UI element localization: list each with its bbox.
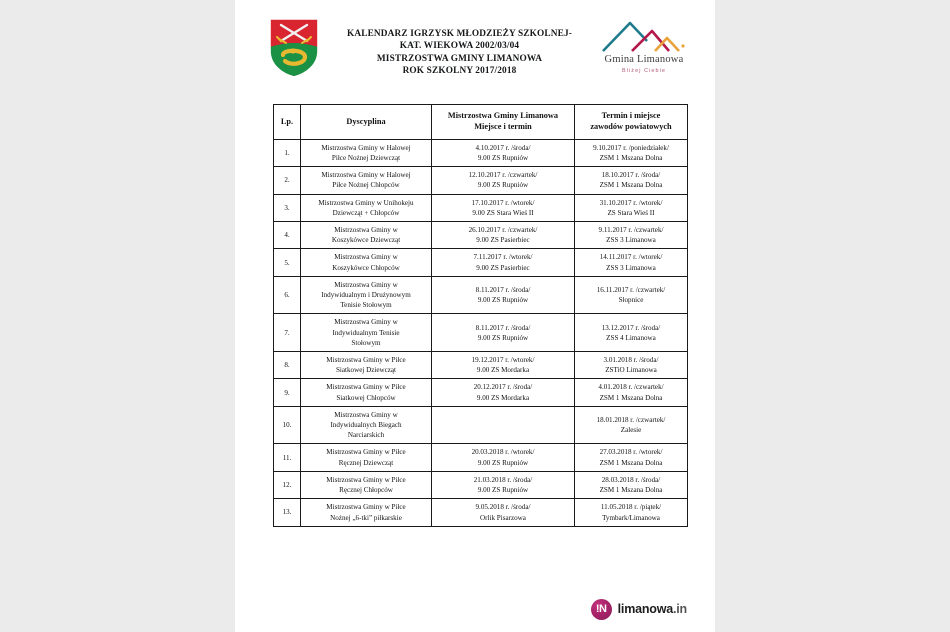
- table-row: [274, 406, 688, 444]
- cell-gmina-line-2: 9.00 ZS Stara Wieś II: [472, 208, 534, 217]
- coat-of-arms-icon: [268, 17, 320, 79]
- cell-gmina-line-2: 9.00 ZS Pasierbiec: [476, 263, 530, 272]
- cell-powiat: [575, 471, 688, 498]
- cell-dyscyplina: [301, 379, 432, 406]
- cell-gmina-line-1: 9.05.2018 r. /środa/: [475, 503, 531, 512]
- table-row: [274, 352, 688, 379]
- cell-dyscyplina-line-1: Mistrzostwa Gminy w Halowej: [321, 171, 411, 180]
- cell-dyscyplina: [301, 222, 432, 249]
- cell-powiat: [575, 314, 688, 352]
- cell-powiat-line-1: 13.12.2017 r. /środa/: [601, 323, 661, 332]
- limanowa-in-wordmark: [618, 602, 687, 616]
- cell-dyscyplina-line-2: Ręcznej Dziewcząt: [338, 458, 394, 467]
- cell-dyscyplina: [301, 314, 432, 352]
- cell-lp: 9.: [274, 379, 301, 406]
- cell-dyscyplina-line-1: Mistrzostwa Gminy w Unihokeju: [318, 198, 414, 207]
- table-row: [274, 249, 688, 276]
- column-header-gmina: [432, 105, 575, 140]
- cell-dyscyplina: [301, 352, 432, 379]
- cell-lp: 13.: [274, 499, 301, 526]
- cell-gmina-line-1: 26.10.2017 r. /czwartek/: [468, 226, 538, 235]
- cell-gmina-line-1: 21.03.2018 r. /środa/: [473, 475, 533, 484]
- cell-dyscyplina: [301, 444, 432, 471]
- cell-dyscyplina-line-3: Tenisie Stołowym: [340, 301, 392, 310]
- cell-gmina: [432, 379, 575, 406]
- cell-lp: 11.: [274, 444, 301, 471]
- cell-powiat-line-1: 4.01.2018 r. /czwartek/: [598, 383, 664, 392]
- cell-powiat-line-2: Słopnice: [618, 296, 644, 305]
- cell-gmina-line-2: 9.00 ZS Mordarka: [476, 366, 530, 375]
- cell-dyscyplina: [301, 167, 432, 194]
- cell-powiat-line-2: ZSM 1 Mszana Dolna: [599, 486, 663, 495]
- column-header-lp: Lp.: [274, 105, 301, 140]
- table-header-row: [274, 105, 688, 140]
- cell-dyscyplina: [301, 406, 432, 444]
- calendar-table-wrapper: [273, 104, 687, 527]
- table-row: [274, 139, 688, 166]
- cell-gmina-line-1: 12.10.2017 r. /czwartek/: [468, 171, 538, 180]
- cell-powiat: [575, 499, 688, 526]
- table-row: [274, 222, 688, 249]
- cell-gmina-line-1: 7.11.2017 r. /wtorek/: [473, 253, 533, 262]
- cell-dyscyplina: [301, 249, 432, 276]
- cell-powiat-line-1: 27.03.2018 r. /wtorek/: [599, 448, 663, 457]
- column-header-dyscyplina: Dyscyplina: [301, 105, 432, 140]
- limanowa-in-brand[interactable]: [591, 599, 687, 620]
- cell-powiat-line-2: ZSM 1 Mszana Dolna: [599, 393, 663, 402]
- cell-powiat-line-1: 3.01.2018 r. /środa/: [603, 356, 659, 365]
- cell-dyscyplina: [301, 471, 432, 498]
- cell-gmina-line-1: 20.03.2018 r. /wtorek/: [471, 448, 535, 457]
- table-row: [274, 379, 688, 406]
- table-row: [274, 194, 688, 221]
- cell-dyscyplina-line-1: Mistrzostwa Gminy w: [334, 226, 398, 235]
- cell-gmina: [432, 139, 575, 166]
- cell-powiat-line-1: 18.01.2018 r. /czwartek/: [596, 415, 666, 424]
- title-line-2: KAT. WIEKOWA 2002/03/04: [399, 41, 520, 52]
- title-line-4: ROK SZKOLNY 2017/2018: [402, 66, 517, 77]
- cell-gmina-line-1: 8.11.2017 r. /środa/: [475, 323, 531, 332]
- cell-dyscyplina: [301, 139, 432, 166]
- table-row: [274, 471, 688, 498]
- cell-powiat: [575, 249, 688, 276]
- cell-dyscyplina-line-2: Koszykówce Chłopców: [332, 263, 400, 272]
- cell-dyscyplina-line-2: Siatkowej Chłopców: [336, 393, 396, 402]
- cell-powiat-line-1: 14.11.2017 r. /wtorek/: [599, 253, 663, 262]
- column-header-powiat-line-2: zawodów powiatowych: [590, 122, 672, 132]
- cell-dyscyplina-line-1: Mistrzostwa Gminy w Halowej: [321, 143, 411, 152]
- cell-gmina: [432, 352, 575, 379]
- cell-dyscyplina-line-1: Mistrzostwa Gminy w Piłce: [326, 475, 406, 484]
- cell-dyscyplina-line-1: Mistrzostwa Gminy w: [334, 280, 398, 289]
- table-row: [274, 499, 688, 526]
- cell-powiat: [575, 379, 688, 406]
- cell-gmina-line-1: 4.10.2017 r. /środa/: [475, 143, 531, 152]
- gmina-limanowa-logo: [599, 19, 689, 75]
- table-header: [274, 105, 688, 140]
- table-row: [274, 444, 688, 471]
- cell-dyscyplina-line-1: Mistrzostwa Gminy w Piłce: [326, 356, 406, 365]
- title-line-1: KALENDARZ IGRZYSK MŁODZIEŻY SZKOLNEJ-: [346, 29, 572, 39]
- cell-gmina-line-2: 9.00 ZS Rupniów: [477, 458, 529, 467]
- cell-powiat-line-2: ZSS 3 Limanowa: [606, 263, 656, 272]
- cell-gmina: [432, 444, 575, 471]
- document-page: [235, 0, 715, 632]
- cell-powiat-line-1: 18.10.2017 r. /środa/: [601, 171, 661, 180]
- cell-dyscyplina-line-2: Nożnej „6-tki” piłkarskie: [330, 513, 402, 522]
- table-row: [274, 167, 688, 194]
- logo-name: Gmina Limanowa: [604, 54, 684, 65]
- cell-dyscyplina-line-2: Piłce Nożnej Chłopców: [332, 181, 400, 190]
- limanowa-in-mark-icon: !N: [591, 599, 612, 620]
- cell-gmina-line-1: 19.12.2017 r. /wtorek/: [471, 356, 535, 365]
- column-header-gmina-line-1: Mistrzostwa Gminy Limanowa: [447, 111, 559, 120]
- logo-tagline: Bliżej Ciebie: [622, 68, 666, 74]
- cell-gmina-line-2: 9.00 ZS Rupniów: [477, 181, 529, 190]
- cell-gmina: [432, 194, 575, 221]
- cell-gmina: [432, 471, 575, 498]
- title-line-3: MISTRZOSTWA GMINY LIMANOWA: [376, 53, 543, 64]
- column-header-gmina-line-2: Miejsce i termin: [474, 122, 532, 132]
- cell-lp: 5.: [274, 249, 301, 276]
- column-header-powiat-line-1: Termin i miejsce: [601, 111, 661, 120]
- document-footer: [235, 586, 715, 632]
- cell-dyscyplina-line-2: Indywidualnych Biegach: [330, 421, 402, 430]
- cell-powiat-line-1: 16.11.2017 r. /czwartek/: [596, 285, 666, 294]
- cell-dyscyplina-line-2: Piłce Nożnej Dziewcząt: [331, 154, 401, 163]
- cell-powiat-line-2: ZSM 1 Mszana Dolna: [599, 181, 663, 190]
- cell-powiat: [575, 222, 688, 249]
- cell-powiat-line-2: ZS Stara Wieś II: [607, 208, 655, 217]
- cell-powiat-line-2: Tymbark/Limanowa: [602, 513, 660, 522]
- cell-powiat: [575, 167, 688, 194]
- cell-dyscyplina-line-2: Koszykówce Dziewcząt: [331, 236, 401, 245]
- cell-gmina-line-1: 8.11.2017 r. /środa/: [475, 285, 531, 294]
- cell-powiat: [575, 194, 688, 221]
- cell-dyscyplina-line-1: Mistrzostwa Gminy w Piłce: [326, 503, 406, 512]
- cell-dyscyplina: [301, 276, 432, 314]
- cell-powiat-line-1: 9.11.2017 r. /czwartek/: [598, 226, 664, 235]
- cell-dyscyplina-line-2: Indywidualnym Tenisie: [332, 328, 400, 337]
- cell-dyscyplina: [301, 499, 432, 526]
- brand-tld: .in: [673, 602, 687, 616]
- cell-gmina: [432, 499, 575, 526]
- cell-powiat-line-2: ZSS 4 Limanowa: [606, 333, 656, 342]
- cell-gmina-line-2: 9.00 ZS Rupniów: [477, 154, 529, 163]
- cell-gmina: [432, 249, 575, 276]
- cell-lp: 8.: [274, 352, 301, 379]
- cell-powiat: [575, 139, 688, 166]
- cell-lp: 3.: [274, 194, 301, 221]
- cell-gmina-line-2: Orlik Pisarzowa: [480, 513, 526, 522]
- cell-lp: 10.: [274, 406, 301, 444]
- table-row: [274, 276, 688, 314]
- cell-lp: 1.: [274, 139, 301, 166]
- cell-dyscyplina-line-2: Ręcznej Chłopców: [339, 486, 393, 495]
- cell-dyscyplina: [301, 194, 432, 221]
- cell-dyscyplina-line-2: Siatkowej Dziewcząt: [335, 366, 397, 375]
- cell-gmina: [432, 222, 575, 249]
- cell-dyscyplina-line-1: Mistrzostwa Gminy w: [334, 410, 398, 419]
- cell-lp: 6.: [274, 276, 301, 314]
- cell-powiat-line-2: ZSM 1 Mszana Dolna: [599, 154, 663, 163]
- calendar-table: [273, 104, 688, 527]
- cell-gmina-line-2: 9.00 ZS Rupniów: [477, 296, 529, 305]
- cell-gmina-line-2: 9.00 ZS Rupniów: [477, 486, 529, 495]
- cell-gmina: [432, 314, 575, 352]
- cell-lp: 7.: [274, 314, 301, 352]
- cell-powiat-line-2: ZSS 3 Limanowa: [606, 236, 656, 245]
- cell-dyscyplina-line-2: Dziewcząt + Chłopców: [332, 208, 400, 217]
- cell-gmina-line-1: 17.10.2017 r. /wtorek/: [471, 198, 535, 207]
- cell-powiat-line-1: 9.10.2017 r. /poniedziałek/: [593, 143, 669, 152]
- cell-powiat-line-2: ZSTiO Limanowa: [605, 366, 657, 375]
- cell-powiat-line-2: ZSM 1 Mszana Dolna: [599, 458, 663, 467]
- cell-gmina-line-2: 9.00 ZS Pasierbiec: [476, 236, 530, 245]
- cell-powiat: [575, 276, 688, 314]
- document-header: [235, 0, 715, 96]
- cell-lp: 4.: [274, 222, 301, 249]
- cell-dyscyplina-line-1: Mistrzostwa Gminy w Piłce: [326, 448, 406, 457]
- cell-powiat: [575, 352, 688, 379]
- column-header-powiat: [575, 105, 688, 140]
- table-row: [274, 314, 688, 352]
- cell-dyscyplina-line-3: Stołowym: [351, 338, 381, 347]
- cell-gmina-line-2: 9.00 ZS Rupniów: [477, 333, 529, 342]
- document-title: [320, 14, 599, 78]
- cell-powiat: [575, 406, 688, 444]
- mountain-peaks-icon: [599, 19, 689, 53]
- cell-gmina: [432, 406, 575, 444]
- cell-dyscyplina-line-1: Mistrzostwa Gminy w: [334, 253, 398, 262]
- cell-powiat: [575, 444, 688, 471]
- brand-name: limanowa: [617, 602, 674, 616]
- cell-gmina: [432, 167, 575, 194]
- cell-lp: 2.: [274, 167, 301, 194]
- cell-gmina-line-2: 9.00 ZS Mordarka: [476, 393, 530, 402]
- cell-powiat-line-2: Zalesie: [620, 426, 642, 435]
- cell-dyscyplina-line-3: Narciarskich: [347, 431, 385, 440]
- cell-gmina-line-1: 20.12.2017 r. /środa/: [473, 383, 533, 392]
- cell-powiat-line-1: 31.10.2017 r. /wtorek/: [599, 198, 663, 207]
- cell-dyscyplina-line-1: Mistrzostwa Gminy w: [334, 318, 398, 327]
- cell-powiat-line-1: 28.03.2018 r. /środa/: [601, 475, 661, 484]
- cell-lp: 12.: [274, 471, 301, 498]
- cell-dyscyplina-line-1: Mistrzostwa Gminy w Piłce: [326, 383, 406, 392]
- cell-powiat-line-1: 11.05.2018 r. /piątek/: [600, 503, 662, 512]
- cell-gmina: [432, 276, 575, 314]
- cell-dyscyplina-line-2: Indywidualnym i Drużynowym: [321, 291, 411, 300]
- table-body: [274, 139, 688, 526]
